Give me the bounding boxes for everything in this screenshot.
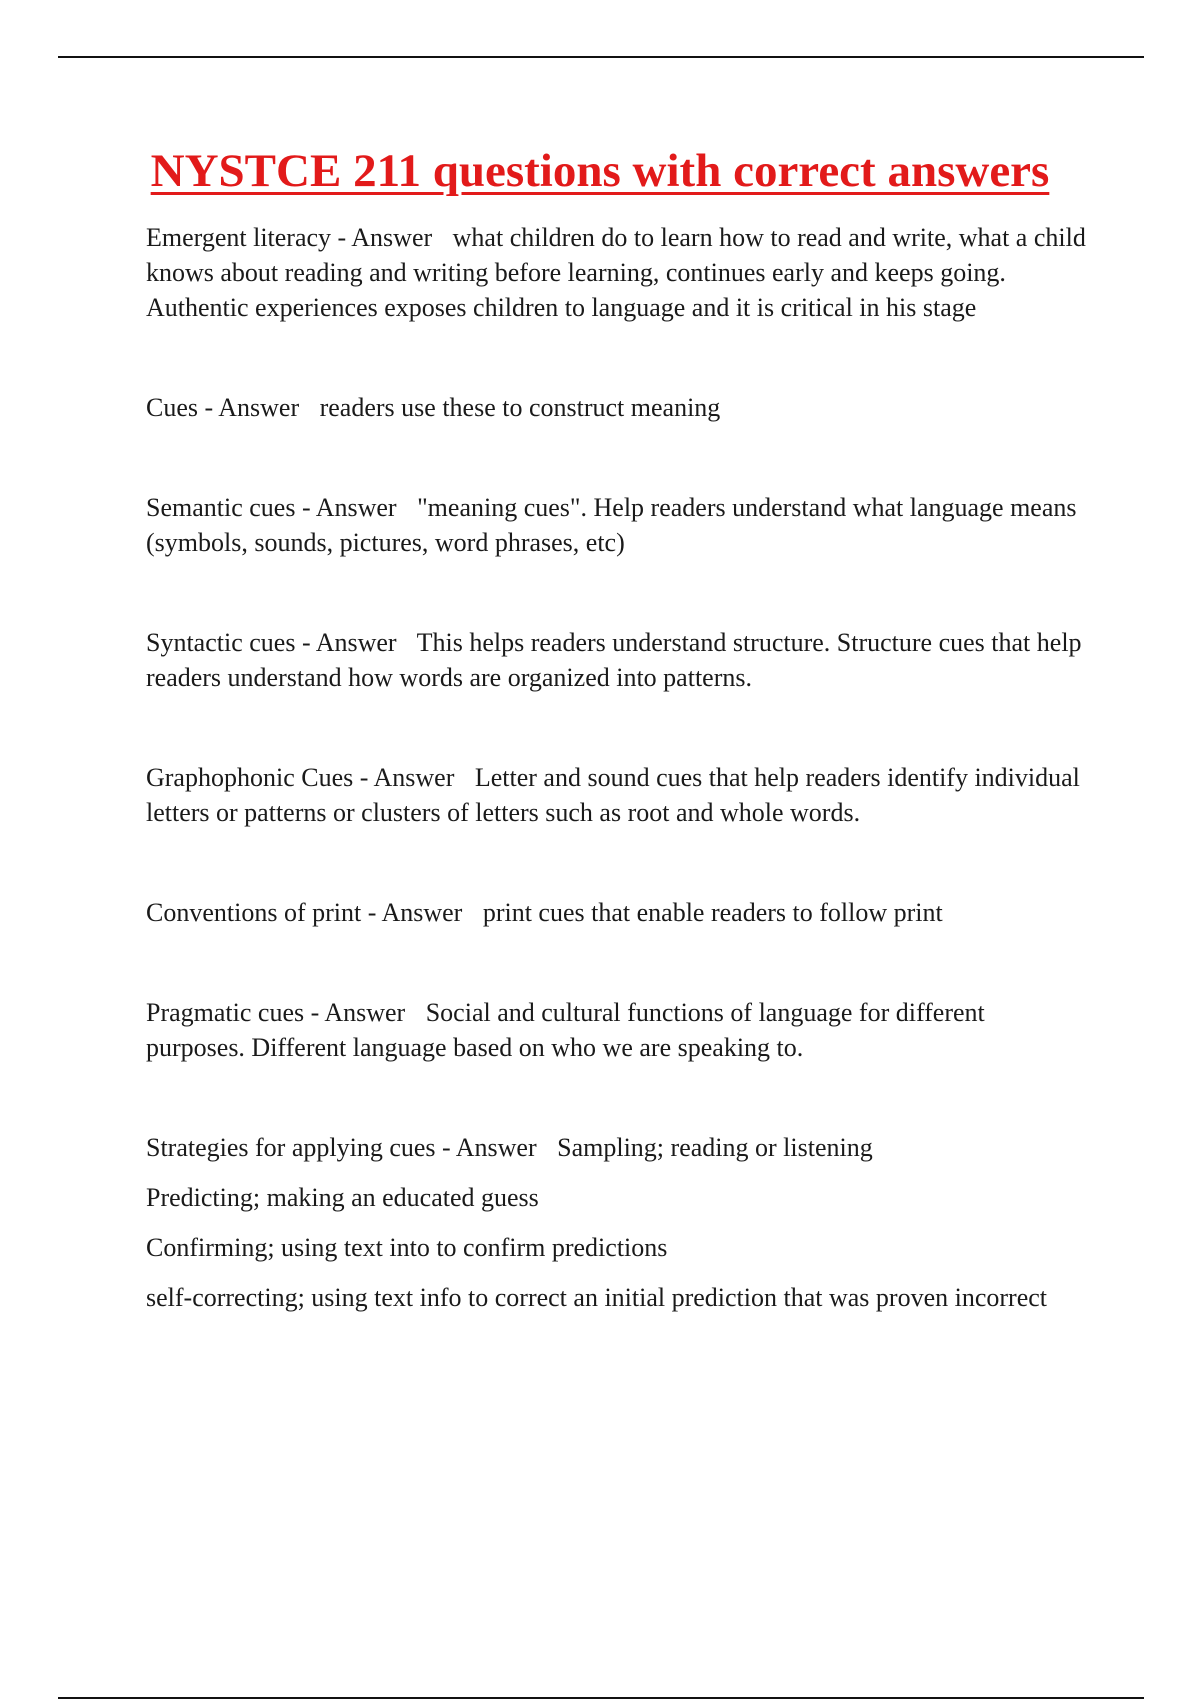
qa-entry [146,625,1086,695]
qa-answer: "meaning cues". Help readers understand what language means (symbols, sounds, pictures, word phrases, etc) [146,493,1077,557]
answer-label: Answer [351,223,433,252]
qa-term: Syntactic cues - [146,628,316,657]
qa-answer-line: self-correcting; using text info to correct an initial prediction that was proven incorrect [146,1283,1048,1312]
qa-term: Graphophonic Cues - [146,763,373,792]
qa-entry [146,895,1086,930]
qa-answer: print cues that enable readers to follow print [482,898,943,927]
qa-entry [146,220,1086,325]
qa-term: Semantic cues - [146,493,316,522]
qa-term: Strategies for applying cues - [146,1133,456,1162]
qa-term: Conventions of print - [146,898,381,927]
qa-entry [146,995,1086,1065]
bottom-rule [58,1697,1144,1699]
answer-label: Answer [315,493,397,522]
answer-label: Answer [381,898,463,927]
qa-list [146,220,1086,1315]
qa-answer: Social and cultural functions of language for different purposes. Different language based on who we are speaking to. [146,998,985,1062]
top-rule [58,56,1144,58]
qa-entry [146,1130,1086,1315]
qa-answer: what children do to learn how to read and write, what a child knows about reading and writing before learning, continues early and keeps going. Authentic experiences exposes children to language and it is critical in his stage [146,223,1086,322]
answer-label: Answer [315,628,397,657]
qa-answer: This helps readers understand structure. Structure cues that help readers understand how words are organized into patterns. [146,628,1082,692]
qa-answer: Sampling; reading or listening [557,1133,873,1162]
qa-entry [146,390,1086,425]
qa-answer: readers use these to construct meaning [319,393,721,422]
answer-label: Answer [218,393,300,422]
qa-answer: Letter and sound cues that help readers identify individual letters or patterns or clusters of letters such as root and whole words. [146,763,1080,827]
answer-label: Answer [455,1133,537,1162]
qa-first-line [146,1130,1086,1165]
qa-entry [146,490,1086,560]
qa-answer-line: Confirming; using text into to confirm predictions [146,1233,668,1262]
qa-term: Emergent literacy - [146,223,351,252]
qa-entry [146,760,1086,830]
qa-term: Pragmatic cues - [146,998,324,1027]
qa-term: Cues - [146,393,218,422]
answer-label: Answer [373,763,455,792]
answer-label: Answer [324,998,406,1027]
qa-answer-line: Predicting; making an educated guess [146,1183,539,1212]
page-title: NYSTCE 211 questions with correct answers [150,145,1050,197]
